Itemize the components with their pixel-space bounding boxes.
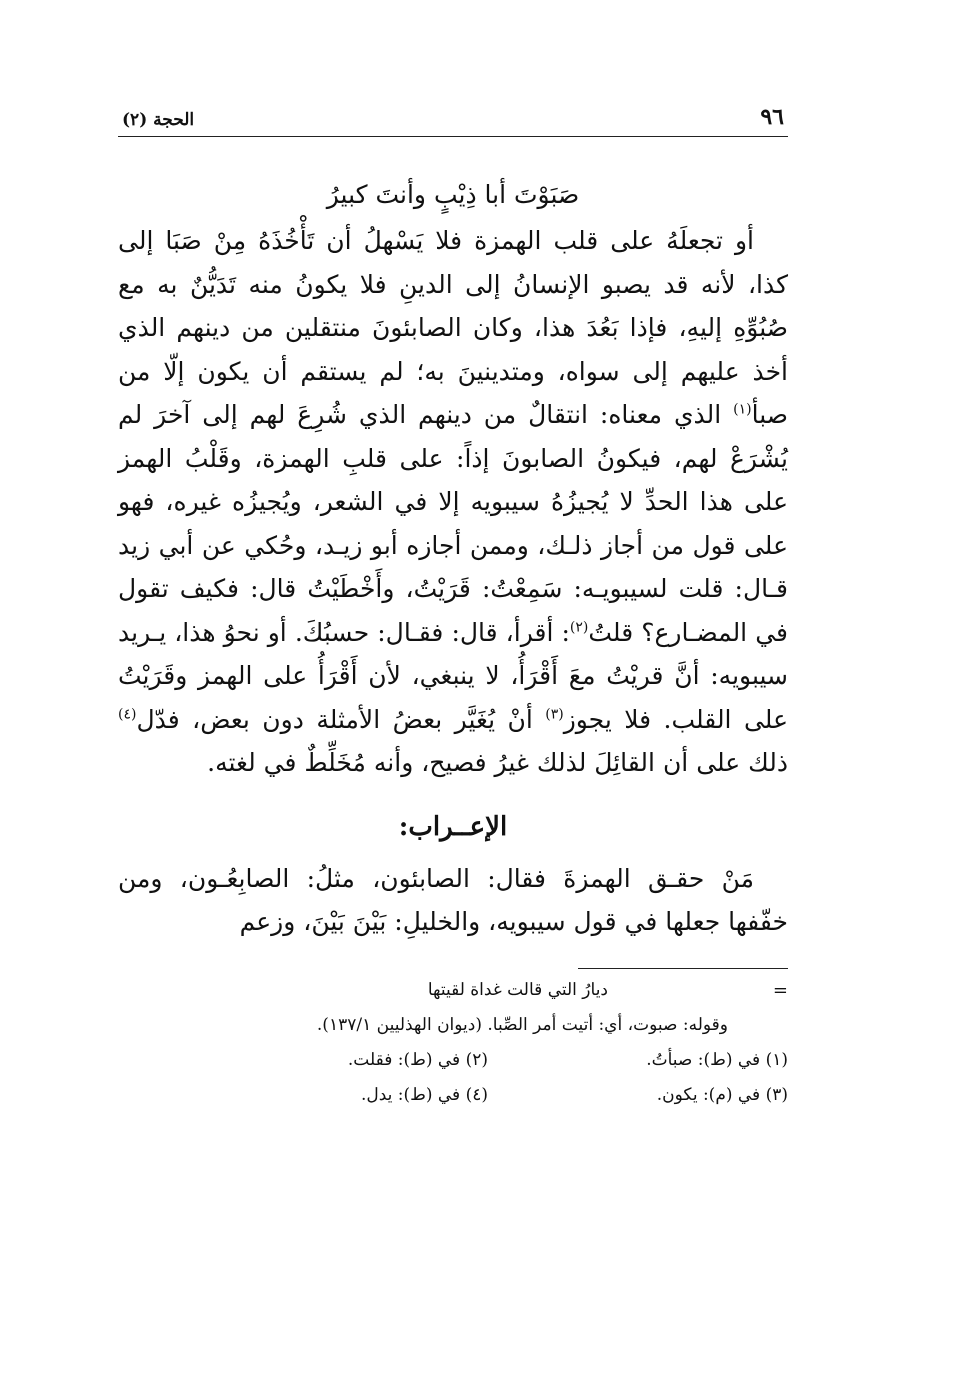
footnote-ref-2[interactable]: (٢)	[569, 619, 589, 636]
page-number: ٩٦	[760, 104, 784, 130]
footnotes	[118, 973, 788, 1113]
footnote-4: (٤) في (ط): يدل.	[360, 1084, 488, 1105]
footnote-divider	[578, 968, 788, 969]
book-page	[118, 96, 788, 1113]
paragraph-1	[118, 219, 788, 785]
paragraph-1-part-3: : أقرأ، قال: فقـال: حسبُكَ. أو نحوُ هذا، يـريد سيبويه: أنَّ قريْتُ معَ أَقْرَأُ، لا ينبغي، لأن أَقْرَأُ على الهمز وقَرَيْتُ على القلب. فلا يجوز	[118, 617, 788, 734]
footnote-row	[118, 1043, 788, 1078]
footnote-poem-line: ديارُ التي قالت غداة لقيتها	[427, 979, 608, 1000]
paragraph-1-part-1: أو تجعلَهُ على قلب الهمزة فلا يَسْهلُ أن تَأْخُذَهُ مِنْ صَبَا إلى كذا، لأنه قد يصبو الإنسانُ إلى الدينِ فلا يكونُ منه تَدَيُّنٌ به مع صُبُوِّهِ إليهِ، فإذا بَعُدَ هذا، وكان الصابئونَ منتقلين من دينهم الذي أخذ عليهم إلى سواه، ومتدينينَ به؛ لم يستقم أن يكون إلّا من صبأ	[118, 226, 788, 429]
footnote-ref-4[interactable]: (٤)	[118, 706, 137, 723]
paragraph-1-part-4: أنْ يُغَيَّر بعضُ الأمثلة دون بعض، فدّل	[136, 704, 546, 734]
section-heading-irab: الإعــراب:	[398, 811, 508, 842]
main-text	[118, 219, 788, 944]
footnote-note: وقوله: صبوت، أي: أتيت أمر الصِّبا. (ديوان الهذليين ١٣٧/١).	[316, 1014, 728, 1035]
footnote-ref-1[interactable]: (١)	[733, 401, 752, 418]
footnote-1: (١) في (ط): صبأتُ.	[646, 1049, 788, 1070]
paragraph-1-part-2: الذي معناه: انتقالٌ من دينهم الذي شُرِعَ لهم إلى آخرَ لم يُشْرَعْ لهم، فيكونُ الصابونَ إذاً: على قلبِ الهمزة، وقَلْبُ الهمز على هذا الحدِّ لا يُجيزُهُ سيبويه إلا في الشعر، ويُجيزُه غيره، فهو على قول من أجاز ذلـك، وممن أجازه أبو زيـد، وحُكي عن أبي زيد قـال: قلت لسيبويـه: سَمِعْتُ: قَرَيْتُ، وأَخْطَيْتُ قال: فكيف تقول في المضـارع؟ قلتُ	[118, 400, 788, 647]
footnote-ref-3[interactable]: (٣)	[545, 706, 564, 723]
poetry-verse: صَبَوْتَ أبا ذِيْبٍ وأنتَ كبيرُ	[326, 180, 580, 209]
paragraph-2: مَنْ حقـق الهمزةَ فقال: الصابئون، مثلُ: الصابِعُـون، ومن خفّفها جعلها في قول سيبويه، والخليلِ: بَيْنَ بَيْنَ، وزعم	[118, 863, 788, 936]
footnote-continuation	[118, 973, 788, 1008]
paragraph-1-part-5: ذلك على أن القائِلَ لذلك غيرُ فصيح، وأنه مُخَلِّطٌ في لغته.	[207, 748, 788, 777]
footnote-2: (٢) في (ط): فقلت.	[347, 1049, 488, 1070]
continuation-marker: =	[772, 979, 788, 1001]
running-header	[118, 96, 788, 137]
footnote-3: (٣) في (م): يكون.	[656, 1084, 788, 1105]
book-title: الحجة (٢)	[122, 110, 195, 130]
footnote-row	[118, 1078, 788, 1113]
